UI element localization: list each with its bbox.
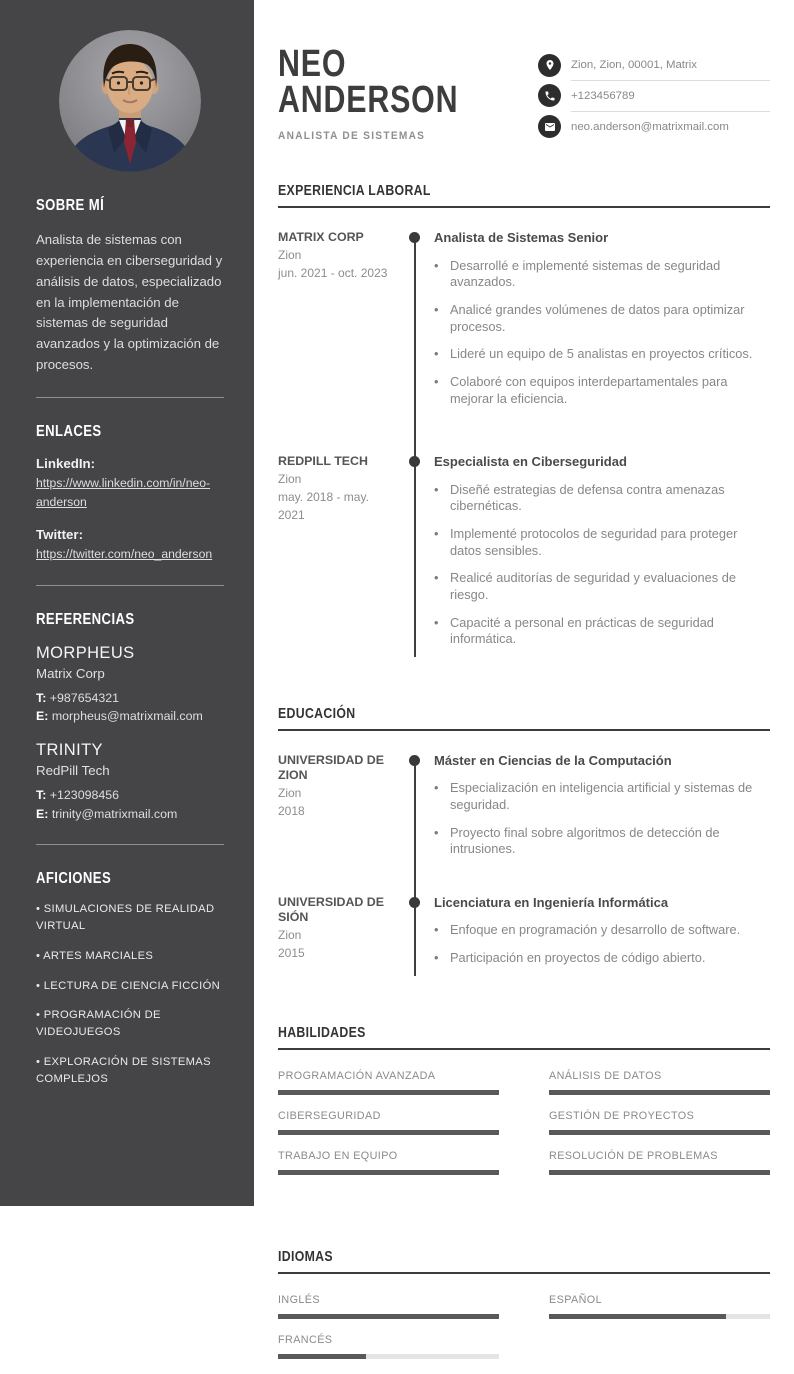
language-label: FRANCÉS (278, 1333, 333, 1346)
timeline-dot (409, 755, 420, 766)
phone-prefix: T: (36, 787, 47, 802)
language-bar-track (549, 1314, 770, 1319)
skill-meter (278, 1070, 499, 1095)
skill-meter (549, 1070, 770, 1095)
bullet-item (434, 526, 770, 559)
reference-company: RedPill Tech (36, 762, 110, 778)
skill-bar-track (549, 1170, 770, 1175)
contact-email: neo.anderson@matrixmail.com (571, 111, 770, 142)
timeline-dot-col (396, 454, 434, 659)
bullet-text: • Proyecto final sobre algoritmos de detección de intrusiones. (450, 824, 720, 857)
experience-heading: EXPERIENCIA LABORAL (278, 182, 431, 200)
entry-dates: jun. 2021 - oct. 2023 (278, 265, 388, 280)
education-timeline (278, 753, 770, 978)
bullet-list (434, 258, 770, 407)
section-rule (278, 1048, 770, 1050)
bullet-text: • Implementé protocolos de seguridad para proteger datos sensibles. (450, 526, 738, 558)
skills-section (278, 1024, 770, 1190)
references-heading: REFERENCIAS (36, 610, 135, 628)
skill-bar-track (549, 1090, 770, 1095)
education-section (278, 705, 770, 978)
skill-bar-track (278, 1090, 499, 1095)
education-entry (278, 895, 770, 978)
language-meter (278, 1334, 499, 1359)
bullet-text: • Enfoque en programación y desarrollo de software. (450, 922, 741, 938)
name-block (278, 43, 503, 143)
main-content (254, 0, 794, 1346)
entry-dates: 2018 (278, 803, 305, 818)
skill-meter (549, 1150, 770, 1175)
entry-meta (278, 230, 396, 418)
company-location: Zion (278, 471, 302, 486)
about-text: Analista de sistemas con experiencia en ciberseguridad y análisis de datos, especializado en la implementación de sistemas de seguridad avanzados y la optimización de procesos. (36, 232, 223, 373)
links-section (36, 423, 224, 564)
school-name: UNIVERSIDAD DE SIÓN (278, 894, 385, 925)
bullet-text: • Analicé grandes volúmenes de datos para optimizar procesos. (450, 302, 745, 334)
skill-label: CIBERSEGURIDAD (278, 1109, 381, 1122)
contact-row-location (538, 50, 770, 80)
experience-entry (278, 230, 770, 418)
education-entry (278, 753, 770, 869)
reference-phone (36, 786, 224, 805)
bullet-text: • Especialización en inteligencia artificial y sistemas de seguridad. (450, 780, 753, 812)
degree-title: Licenciatura en Ingeniería Informática (434, 894, 669, 910)
skill-bar-fill (549, 1090, 770, 1095)
timeline-dot (409, 897, 420, 908)
phone-prefix: T: (36, 690, 47, 705)
hobby-item: • LECTURA DE CIENCIA FICCIÓN (36, 978, 224, 995)
skill-label: PROGRAMACIÓN AVANZADA (278, 1069, 436, 1082)
phone-value: +987654321 (49, 690, 120, 705)
profile-photo (59, 30, 201, 172)
job-title: Especialista en Ciberseguridad (434, 454, 627, 470)
bullet-item (434, 825, 770, 858)
bullet-text: • Diseñé estrategias de defensa contra amenazas cibernéticas. (450, 481, 725, 514)
section-rule (278, 729, 770, 731)
language-meter (278, 1294, 499, 1319)
experience-section (278, 182, 770, 659)
language-bar-fill (549, 1314, 726, 1319)
email-prefix: E: (36, 806, 49, 821)
skill-label: RESOLUCIÓN DE PROBLEMAS (549, 1149, 718, 1162)
bullet-item (434, 258, 770, 291)
skill-meter (278, 1150, 499, 1175)
person-job-title: ANALISTA DE SISTEMAS (278, 130, 426, 143)
bullet-text: • Colaboré con equipos interdepartamentales para mejorar la eficiencia. (450, 373, 728, 406)
contact-block (538, 50, 770, 142)
hobby-item: • EXPLORACIÓN DE SISTEMAS COMPLEJOS (36, 1054, 224, 1088)
experience-entry (278, 454, 770, 659)
timeline-dot-col (396, 895, 434, 978)
entry-meta (278, 753, 396, 869)
reference-item (36, 644, 224, 726)
bullet-item (434, 302, 770, 335)
language-bar-track (278, 1354, 499, 1359)
school-name: UNIVERSIDAD DE ZION (278, 752, 385, 783)
entry-detail (434, 230, 770, 418)
timeline-dot-col (396, 753, 434, 869)
skill-label: TRABAJO EN EQUIPO (278, 1149, 398, 1162)
bullet-item (434, 780, 770, 813)
sidebar (0, 0, 254, 1206)
entry-dates: 2015 (278, 945, 305, 960)
links-heading: ENLACES (36, 423, 102, 441)
phone-icon (538, 84, 561, 107)
references-section (36, 611, 224, 823)
languages-grid (278, 1294, 770, 1374)
skill-bar-track (278, 1170, 499, 1175)
phone-value: +123098456 (49, 787, 120, 802)
bullet-text: • Capacité a personal en prácticas de seguridad informática. (450, 614, 714, 647)
skill-bar-track (549, 1130, 770, 1135)
section-rule (278, 1272, 770, 1274)
bullet-item (434, 482, 770, 515)
contact-row-email (538, 111, 770, 142)
twitter-link[interactable]: https://twitter.com/neo_anderson (36, 546, 213, 561)
reference-name: MORPHEUS (36, 643, 135, 662)
bullet-text: • Lideré un equipo de 5 analistas en proyectos críticos. (450, 346, 753, 362)
bullet-text: • Realicé auditorías de seguridad y evaluaciones de riesgo. (450, 570, 736, 602)
entry-detail (434, 454, 770, 659)
entry-meta (278, 454, 396, 659)
hobby-item: • PROGRAMACIÓN DE VIDEOJUEGOS (36, 1007, 224, 1041)
bullet-list (434, 922, 770, 966)
email-value: trinity@matrixmail.com (51, 806, 178, 821)
bullet-item (434, 374, 770, 407)
link-item-linkedin (36, 456, 224, 512)
education-heading: EDUCACIÓN (278, 704, 356, 722)
reference-company: Matrix Corp (36, 665, 105, 681)
language-meter (549, 1294, 770, 1319)
contact-location: Zion, Zion, 00001, Matrix (571, 59, 697, 71)
email-icon (538, 115, 561, 138)
skills-heading: HABILIDADES (278, 1023, 366, 1041)
email-value: morpheus@matrixmail.com (51, 709, 203, 724)
reference-item (36, 741, 224, 823)
sidebar-divider (36, 585, 224, 586)
skill-label: GESTIÓN DE PROYECTOS (549, 1109, 695, 1122)
degree-title: Máster en Ciencias de la Computación (434, 752, 672, 768)
reference-email (36, 805, 224, 824)
skill-bar-fill (549, 1170, 770, 1175)
job-title: Analista de Sistemas Senior (434, 230, 609, 246)
timeline-dot (409, 456, 420, 467)
bullet-text: • Participación en proyectos de código abierto. (450, 950, 706, 966)
hobbies-section (36, 870, 224, 1087)
person-name (278, 43, 459, 122)
about-section (36, 197, 224, 376)
reference-phone (36, 689, 224, 708)
name-line-1: NEO (278, 43, 347, 85)
header (278, 43, 770, 143)
link-label: LinkedIn: (36, 456, 96, 472)
bullet-item (434, 950, 770, 967)
bullet-text: • Desarrollé e implementé sistemas de seguridad avanzados. (450, 257, 721, 290)
entry-meta (278, 895, 396, 978)
hobby-item: • ARTES MARCIALES (36, 948, 224, 965)
timeline-dot (409, 232, 420, 243)
bullet-item (434, 615, 770, 648)
sidebar-divider (36, 397, 224, 398)
reference-name: TRINITY (36, 740, 103, 759)
experience-timeline (278, 230, 770, 659)
skill-meter (278, 1110, 499, 1135)
hobby-item: • SIMULACIONES DE REALIDAD VIRTUAL (36, 901, 224, 935)
language-bar-track (278, 1314, 499, 1319)
company-name: REDPILL TECH (278, 454, 368, 469)
company-name: MATRIX CORP (278, 230, 364, 245)
skill-bar-fill (278, 1090, 499, 1095)
link-label: Twitter: (36, 526, 84, 542)
language-bar-fill (278, 1314, 499, 1319)
entry-dates: may. 2018 - may. 2021 (278, 489, 369, 522)
entry-detail (434, 895, 770, 978)
skill-bar-fill (278, 1170, 499, 1175)
contact-row-phone (538, 80, 770, 111)
language-label: ESPAÑOL (549, 1293, 603, 1306)
about-heading: SOBRE MÍ (36, 197, 105, 214)
bullet-list (434, 780, 770, 858)
email-prefix: E: (36, 709, 49, 724)
name-line-2: ANDERSON (278, 79, 459, 122)
skills-grid (278, 1070, 770, 1190)
languages-heading: IDIOMAS (278, 1247, 333, 1265)
reference-email (36, 707, 224, 726)
language-bar-fill (278, 1354, 366, 1359)
linkedin-link[interactable]: https://www.linkedin.com/in/neo-anderson (36, 476, 211, 509)
school-location: Zion (278, 785, 302, 800)
portrait-illustration (59, 30, 201, 172)
skill-meter (549, 1110, 770, 1135)
bullet-item (434, 570, 770, 603)
timeline-dot-col (396, 230, 434, 418)
language-label: INGLÉS (278, 1293, 321, 1306)
contact-phone: +123456789 (571, 80, 770, 111)
bullet-item (434, 346, 770, 363)
bullet-item (434, 922, 770, 939)
hobbies-heading: AFICIONES (36, 870, 112, 888)
skill-bar-fill (549, 1130, 770, 1135)
skill-label: ANÁLISIS DE DATOS (549, 1069, 662, 1082)
section-rule (278, 206, 770, 208)
skill-bar-fill (278, 1130, 499, 1135)
company-location: Zion (278, 247, 302, 262)
entry-detail (434, 753, 770, 869)
bullet-list (434, 482, 770, 648)
link-item-twitter (36, 527, 224, 564)
skill-bar-track (278, 1130, 499, 1135)
location-icon (538, 54, 561, 77)
sidebar-divider (36, 844, 224, 845)
languages-section (278, 1248, 770, 1374)
school-location: Zion (278, 927, 302, 942)
